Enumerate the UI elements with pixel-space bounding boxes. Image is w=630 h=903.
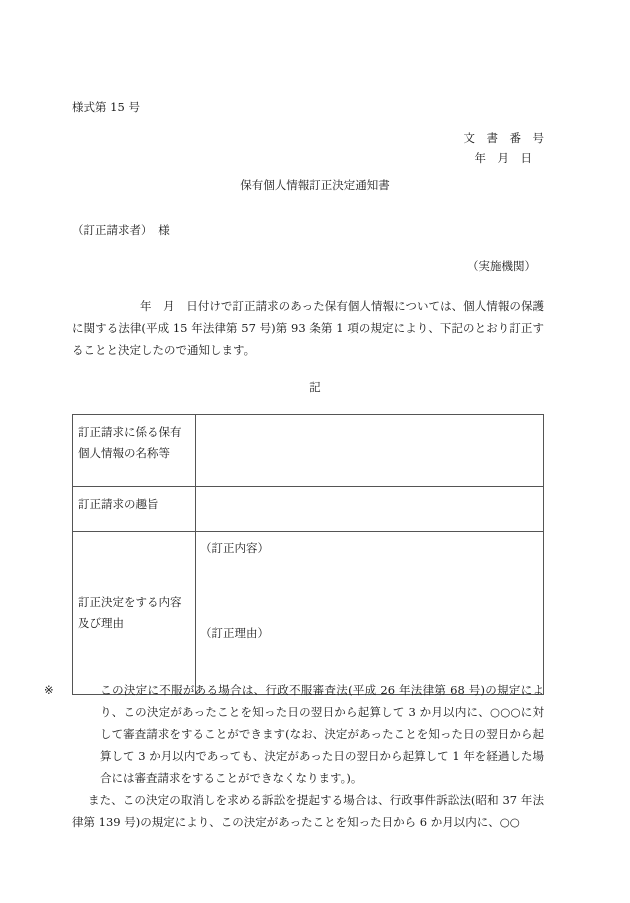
row-label-name: [73, 415, 196, 487]
row-label-line1: 訂正請求の趣旨: [78, 497, 159, 511]
table-row: [73, 487, 544, 532]
row-value-gist[interactable]: [196, 487, 544, 532]
document-number-label: 文 書 番 号: [463, 131, 544, 145]
body-paragraph-text: 年 月 日付けで訂正請求のあった保有個人情報については、個人情報の保護に関する法律(平成 15 年法律第 57 号)第 93 条第 1 項の規定により、下記のとおり訂正することと決定したので通知します。: [72, 299, 544, 357]
table-row: [73, 415, 544, 487]
footnote-paragraph-1-text: この決定に不服がある場合は、行政不服審査法(平成 26 年法律第 68 号)の規定により、この決定があったことを知った日の翌日から起算して 3 か月以内に、○○○に対して審査請求をすることができます(なお、決定があったことを知った日の翌日から起算して 3 か月以内であっても、決定があった日の翌日から起算して 1 年を経過した場合には審査請求をすることができなくなります。)。: [100, 683, 544, 785]
body-paragraph: [72, 295, 544, 361]
row-label-line1: 訂正決定をする内容: [78, 595, 182, 609]
correction-content-label: （訂正内容）: [200, 541, 269, 555]
footnote-block: [44, 679, 544, 833]
content-table: [72, 414, 544, 695]
footnote-paragraph-2: また、この決定の取消しを求める訴訟を提起する場合は、行政事件訴訟法(昭和 37 年法律第 139 号)の規定により、この決定があったことを知った日から 6 か月以内に、○○: [72, 793, 544, 829]
ki-marker: 記: [309, 380, 321, 394]
table-row: [73, 532, 544, 695]
correction-reason-label: （訂正理由）: [200, 626, 269, 640]
row-label-decision: [73, 532, 196, 695]
footnote-marker: ※: [44, 683, 54, 697]
row-label-line2: 及び理由: [78, 616, 124, 630]
row-label-gist: [73, 487, 196, 532]
page-title: 保有個人情報訂正決定通知書: [240, 178, 390, 192]
addressee-line: （訂正請求者） 様: [72, 223, 170, 237]
row-label-line1: 訂正請求に係る保有: [78, 425, 182, 439]
footnote-paragraph-1: [44, 679, 544, 789]
row-value-name[interactable]: [196, 415, 544, 487]
row-value-decision[interactable]: [196, 532, 544, 695]
form-number: 様式第 15 号: [72, 100, 140, 114]
issuer-line: （実施機関）: [467, 259, 536, 273]
document-number-block: [330, 128, 544, 168]
document-date-label: 年 月 日: [474, 151, 532, 165]
row-label-line2: 個人情報の名称等: [78, 446, 170, 460]
